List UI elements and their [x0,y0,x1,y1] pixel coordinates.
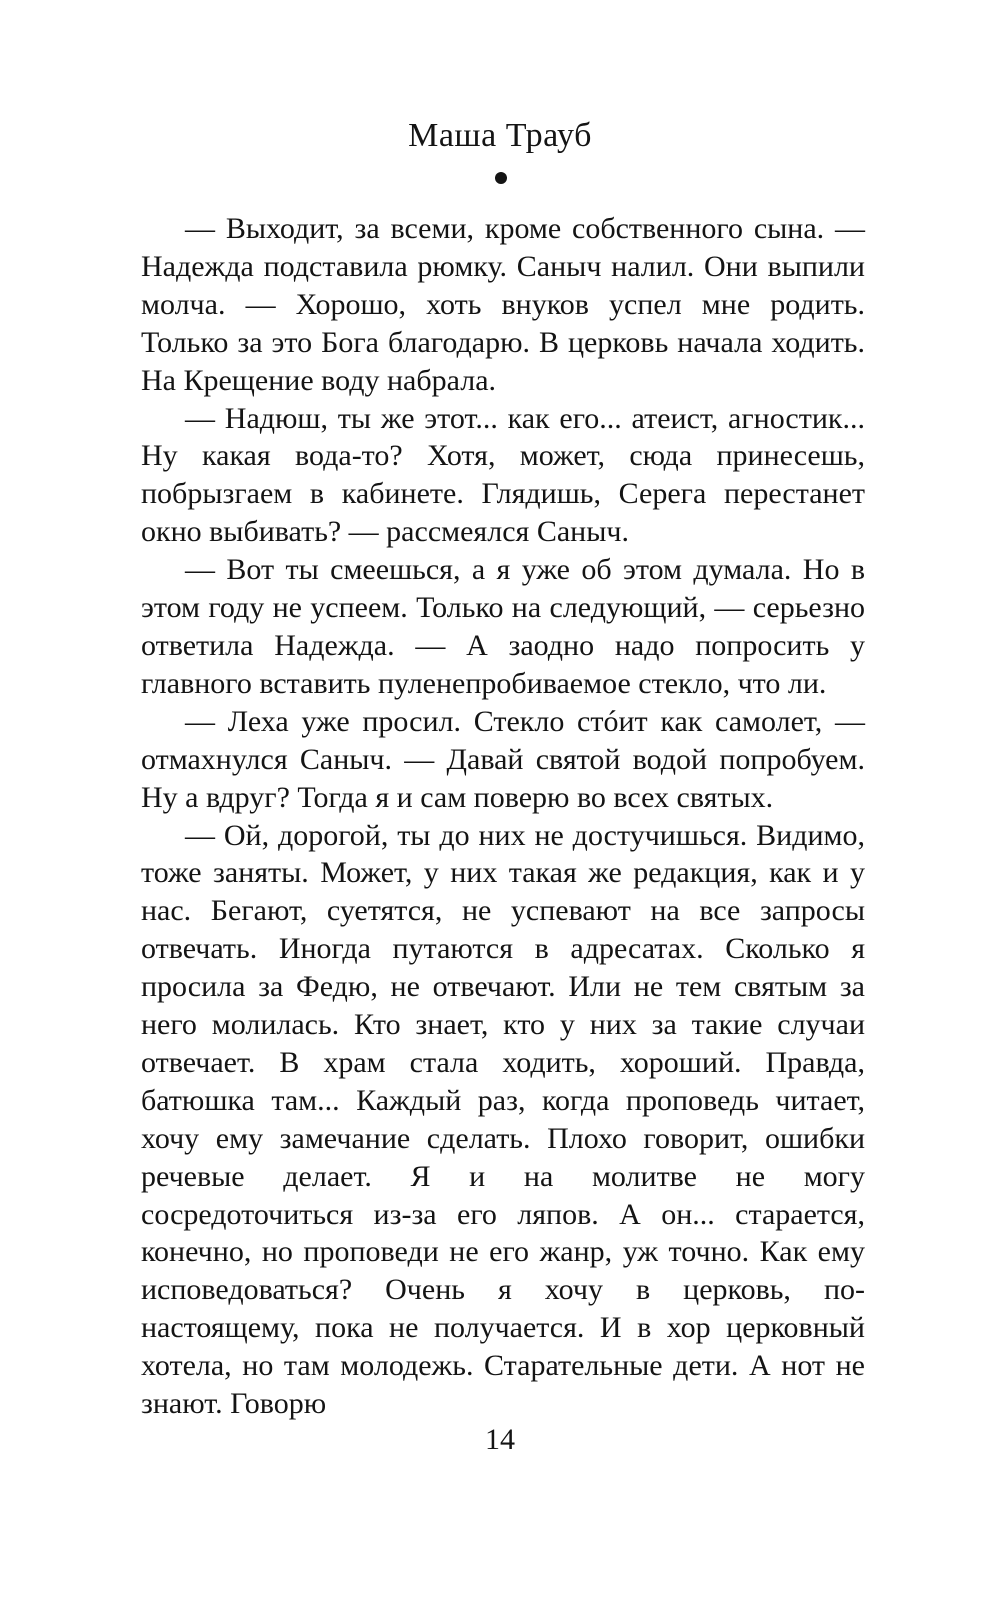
page-number: 14 [485,1423,515,1456]
paragraph-2: — Надюш, ты же этот... как его... атеист, агностик... Ну какая вода-то? Хотя, может, сюда принесешь, побрызгаем в кабинете. Глядишь, Серега перестанет окно выбивать? — рассмеялся Саныч. [141,401,865,549]
paragraph-3: — Вот ты смеешься, а я уже об этом думала. Но в этом году не успеем. Только на следующий, — серьезно ответила Надежда. — А заодно надо попросить у главного вставить пуленепробиваемое стекло, что ли. [141,553,865,700]
paragraph-4: — Леха уже просил. Стекло стóит как самолет, — отмахнулся Саныч. — Давай святой водой попробуем. Ну а вдруг? Тогда я и сам поверю во всех святых. [141,704,865,814]
running-header-author: Маша Трауб [408,117,592,154]
paragraph-5: — Ой, дорогой, ты до них не достучишься. Видимо, тоже заняты. Может, у них такая же редакция, как и у нас. Бегают, суетятся, не успевают на все запросы отвечать. Иногда путаются в адресатах. Сколько я просила за Федю, не отвечают. Или не тем святым за него молилась. Кто знает, кто у них за такие случаи отвечает. В храм стала ходить, хороший. Правда, батюшка там... Каждый раз, когда проповедь читает, хочу ему замечание сделать. Плохо говорит, ошибки речевые делает. Я и на молитве не могу сосредоточиться из-за его ляпов. А он... старается, конечно, но проповеди не его жанр, уж точно. Как ему исповедоваться? Очень я хочу в церковь, по-настоящему, пока не получается. И в хор церковный хотела, но там молодежь. Старательные дети. А нот не знают. Говорю [141,818,865,1421]
page-body-text [141,210,865,1423]
header-bullet-ornament [495,172,507,184]
paragraph-1: — Выходит, за всеми, кроме собственного сына. — Надежда подставила рюмку. Саныч налил. Они выпили молча. — Хорошо, хоть внуков успел мне родить. Только за это Бога благодарю. В церковь начала ходить. На Крещение воду набрала. [141,212,865,397]
